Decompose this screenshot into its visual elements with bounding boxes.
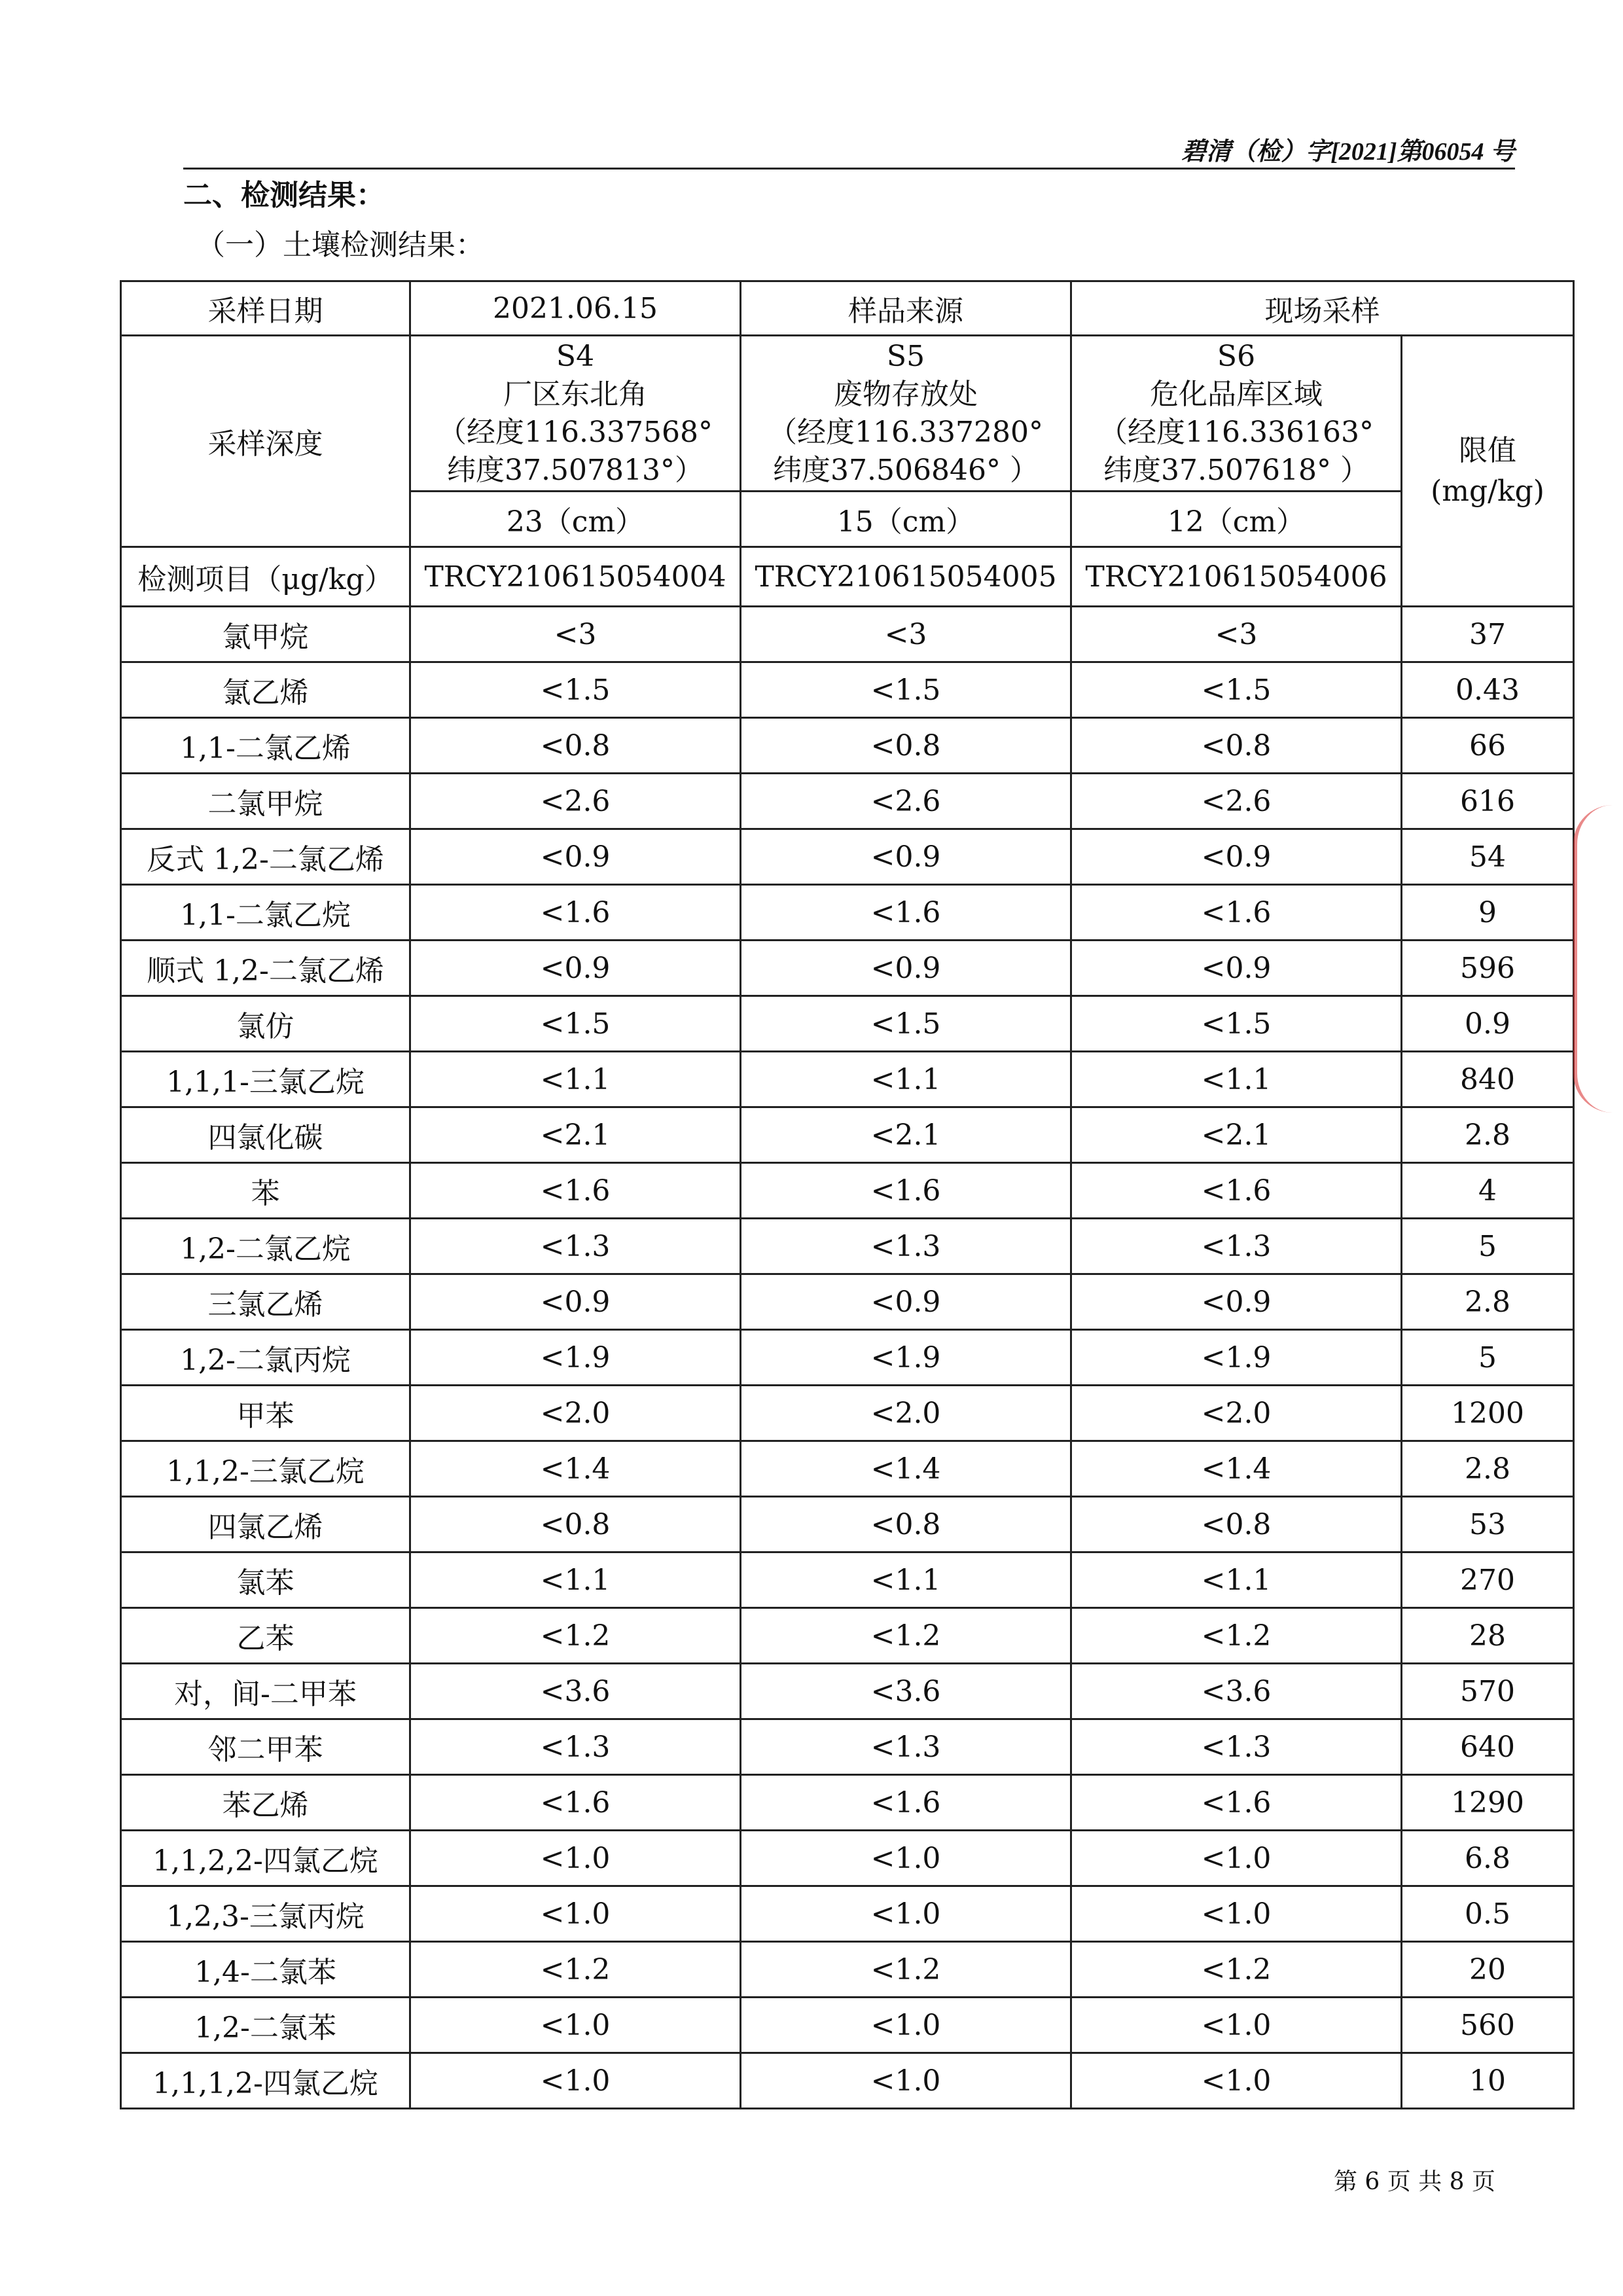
site-longitude: （经度116.337568° [438, 415, 713, 449]
result-s5: <3 [741, 607, 1071, 662]
report-number: 碧清（检）字[2021]第06054 号 [1181, 138, 1515, 166]
test-item-name: 苯乙烯 [121, 1775, 410, 1831]
test-item-name: 1,1-二氯乙烷 [121, 885, 410, 941]
limit-value: 20 [1402, 1942, 1574, 1998]
table-row [121, 829, 1574, 885]
result-s4: <1.6 [410, 885, 741, 941]
table-row [121, 1942, 1574, 1998]
test-item-name: 1,1,2,2-四氯乙烷 [121, 1831, 410, 1886]
result-s6: <1.0 [1071, 1886, 1402, 1942]
result-s5: <1.6 [741, 1775, 1071, 1831]
site-id: S6 [1217, 339, 1256, 373]
result-s6: <1.6 [1071, 1163, 1402, 1219]
test-item-name: 二氯甲烷 [121, 774, 410, 829]
test-item-name: 1,2-二氯丙烷 [121, 1330, 410, 1386]
limit-value: 28 [1402, 1608, 1574, 1664]
sample-source-value: 现场采样 [1071, 281, 1574, 336]
section-title: 二、检测结果： [183, 179, 385, 212]
sampling-depth-label: 采样深度 [121, 336, 410, 547]
result-s5: <1.4 [741, 1441, 1071, 1497]
test-item-name: 氯苯 [121, 1552, 410, 1608]
test-item-name: 苯 [121, 1163, 410, 1219]
limit-value: 0.43 [1402, 662, 1574, 718]
table-row [121, 1552, 1574, 1608]
result-s5: <1.1 [741, 1552, 1071, 1608]
table-row [121, 1998, 1574, 2053]
table-row [121, 2053, 1574, 2109]
result-s4: <1.0 [410, 1886, 741, 1942]
result-s4: <1.6 [410, 1163, 741, 1219]
limit-value: 10 [1402, 2053, 1574, 2109]
limit-value: 2.8 [1402, 1107, 1574, 1163]
test-item-header: 检测项目（μg/kg） [121, 547, 410, 607]
site-depth: 23（cm） [410, 492, 741, 547]
test-item-name: 反式 1,2-二氯乙烯 [121, 829, 410, 885]
table-row [121, 1219, 1574, 1274]
result-s4: <1.9 [410, 1330, 741, 1386]
limit-value: 840 [1402, 1052, 1574, 1107]
result-s5: <1.2 [741, 1608, 1071, 1664]
result-s4: <1.1 [410, 1052, 741, 1107]
table-row [121, 1886, 1574, 1942]
result-s5: <3.6 [741, 1664, 1071, 1719]
result-s4: <0.8 [410, 718, 741, 774]
table-row [121, 1441, 1574, 1497]
limit-value: 270 [1402, 1552, 1574, 1608]
limit-value: 640 [1402, 1719, 1574, 1775]
result-s4: <1.5 [410, 996, 741, 1052]
limit-value: 54 [1402, 829, 1574, 885]
result-s5: <1.0 [741, 1886, 1071, 1942]
test-item-name: 1,4-二氯苯 [121, 1942, 410, 1998]
site-longitude: （经度116.336163° [1099, 415, 1374, 449]
site-cell [1071, 336, 1402, 492]
table-row [121, 1664, 1574, 1719]
site-cell [741, 336, 1071, 492]
limit-value: 6.8 [1402, 1831, 1574, 1886]
result-s4: <3.6 [410, 1664, 741, 1719]
result-s5: <1.1 [741, 1052, 1071, 1107]
limit-value: 0.9 [1402, 996, 1574, 1052]
site-name: 厂区东北角 [503, 377, 647, 411]
result-s5: <0.8 [741, 718, 1071, 774]
result-s4: <1.6 [410, 1775, 741, 1831]
limit-value: 53 [1402, 1497, 1574, 1552]
result-s6: <3.6 [1071, 1664, 1402, 1719]
limit-value: 596 [1402, 941, 1574, 996]
result-s6: <1.0 [1071, 1831, 1402, 1886]
result-s4: <3 [410, 607, 741, 662]
limit-value: 5 [1402, 1330, 1574, 1386]
table-row [121, 996, 1574, 1052]
limit-header [1402, 336, 1574, 607]
limit-unit: (mg/kg) [1431, 474, 1544, 508]
table-row [121, 1274, 1574, 1330]
limit-value: 66 [1402, 718, 1574, 774]
result-s4: <1.0 [410, 2053, 741, 2109]
result-s5: <1.3 [741, 1719, 1071, 1775]
result-s4: <0.9 [410, 1274, 741, 1330]
test-item-name: 甲苯 [121, 1386, 410, 1441]
result-s5: <0.9 [741, 941, 1071, 996]
result-s6: <1.4 [1071, 1441, 1402, 1497]
page-number: 第 6 页 共 8 页 [1333, 2168, 1495, 2195]
sample-code-row [121, 547, 1574, 607]
table-row [121, 1163, 1574, 1219]
table-row [121, 718, 1574, 774]
result-s5: <1.5 [741, 662, 1071, 718]
result-s6: <1.3 [1071, 1719, 1402, 1775]
limit-value: 5 [1402, 1219, 1574, 1274]
limit-value: 1290 [1402, 1775, 1574, 1831]
test-item-name: 氯乙烯 [121, 662, 410, 718]
site-depth: 15（cm） [741, 492, 1071, 547]
result-s5: <2.1 [741, 1107, 1071, 1163]
result-s6: <2.1 [1071, 1107, 1402, 1163]
result-s4: <1.4 [410, 1441, 741, 1497]
table-row [121, 1497, 1574, 1552]
test-item-name: 顺式 1,2-二氯乙烯 [121, 941, 410, 996]
result-s6: <2.6 [1071, 774, 1402, 829]
result-s4: <2.0 [410, 1386, 741, 1441]
result-s4: <0.8 [410, 1497, 741, 1552]
result-s4: <1.5 [410, 662, 741, 718]
result-s6: <1.1 [1071, 1552, 1402, 1608]
result-s4: <1.0 [410, 1831, 741, 1886]
result-s5: <1.3 [741, 1219, 1071, 1274]
result-s5: <0.8 [741, 1497, 1071, 1552]
test-item-name: 乙苯 [121, 1608, 410, 1664]
result-s6: <0.9 [1071, 1274, 1402, 1330]
red-seal-stamp [1573, 805, 1623, 1113]
result-s6: <1.1 [1071, 1052, 1402, 1107]
result-s5: <1.5 [741, 996, 1071, 1052]
result-s5: <1.0 [741, 1831, 1071, 1886]
result-s6: <1.0 [1071, 2053, 1402, 2109]
result-s6: <1.5 [1071, 662, 1402, 718]
table-row [121, 1052, 1574, 1107]
sub-title: （一）土壤检测结果： [196, 228, 484, 262]
result-s6: <1.2 [1071, 1942, 1402, 1998]
sampling-date-value: 2021.06.15 [410, 281, 741, 336]
site-longitude: （经度116.337280° [768, 415, 1043, 449]
test-item-name: 氯甲烷 [121, 607, 410, 662]
result-s5: <0.9 [741, 829, 1071, 885]
table-row [121, 1775, 1574, 1831]
site-latitude: 纬度37.507618° ） [1103, 453, 1369, 487]
result-s6: <1.6 [1071, 1775, 1402, 1831]
limit-value: 4 [1402, 1163, 1574, 1219]
site-id: S4 [556, 339, 595, 373]
result-s6: <0.8 [1071, 1497, 1402, 1552]
site-latitude: 纬度37.506846° ） [773, 453, 1039, 487]
limit-value: 37 [1402, 607, 1574, 662]
test-item-name: 1,1,1-三氯乙烷 [121, 1052, 410, 1107]
limit-value: 2.8 [1402, 1274, 1574, 1330]
result-s4: <1.0 [410, 1998, 741, 2053]
result-s5: <0.9 [741, 1274, 1071, 1330]
table-row [121, 1719, 1574, 1775]
result-s6: <1.5 [1071, 996, 1402, 1052]
result-s6: <1.9 [1071, 1330, 1402, 1386]
result-s5: <1.0 [741, 1998, 1071, 2053]
meta-row [121, 281, 1574, 336]
limit-value: 2.8 [1402, 1441, 1574, 1497]
test-item-name: 对，间-二甲苯 [121, 1664, 410, 1719]
result-s5: <2.0 [741, 1386, 1071, 1441]
result-s6: <2.0 [1071, 1386, 1402, 1441]
sample-code: TRCY210615054005 [741, 547, 1071, 607]
sample-code: TRCY210615054006 [1071, 547, 1402, 607]
result-s6: <1.6 [1071, 885, 1402, 941]
result-s5: <1.6 [741, 1163, 1071, 1219]
result-s4: <1.1 [410, 1552, 741, 1608]
sample-source-label: 样品来源 [741, 281, 1071, 336]
result-s6: <3 [1071, 607, 1402, 662]
result-s6: <0.9 [1071, 829, 1402, 885]
table-row [121, 885, 1574, 941]
sampling-date-label: 采样日期 [121, 281, 410, 336]
site-name: 危化品库区域 [1150, 377, 1323, 411]
result-s5: <1.6 [741, 885, 1071, 941]
result-s4: <1.3 [410, 1219, 741, 1274]
result-s6: <0.8 [1071, 718, 1402, 774]
result-s4: <1.2 [410, 1608, 741, 1664]
test-item-name: 1,2-二氯乙烷 [121, 1219, 410, 1274]
test-item-name: 四氯乙烯 [121, 1497, 410, 1552]
site-row [121, 336, 1574, 492]
result-s6: <1.2 [1071, 1608, 1402, 1664]
test-item-name: 1,2,3-三氯丙烷 [121, 1886, 410, 1942]
result-s6: <1.0 [1071, 1998, 1402, 2053]
test-item-name: 邻二甲苯 [121, 1719, 410, 1775]
test-item-name: 1,2-二氯苯 [121, 1998, 410, 2053]
test-item-name: 1,1,2-三氯乙烷 [121, 1441, 410, 1497]
test-item-name: 四氯化碳 [121, 1107, 410, 1163]
limit-value: 9 [1402, 885, 1574, 941]
table-row [121, 1386, 1574, 1441]
limit-value: 560 [1402, 1998, 1574, 2053]
limit-value: 570 [1402, 1664, 1574, 1719]
table-row [121, 1330, 1574, 1386]
result-s4: <0.9 [410, 941, 741, 996]
site-latitude: 纬度37.507813°） [447, 453, 704, 487]
test-item-name: 氯仿 [121, 996, 410, 1052]
result-s6: <1.3 [1071, 1219, 1402, 1274]
result-s4: <1.3 [410, 1719, 741, 1775]
site-id: S5 [886, 339, 925, 373]
result-s4: <2.1 [410, 1107, 741, 1163]
table-row [121, 662, 1574, 718]
site-name: 废物存放处 [834, 377, 978, 411]
limit-label: 限值 [1459, 433, 1516, 467]
result-s5: <1.2 [741, 1942, 1071, 1998]
limit-value: 616 [1402, 774, 1574, 829]
table-row [121, 774, 1574, 829]
limit-value: 0.5 [1402, 1886, 1574, 1942]
table-row [121, 1608, 1574, 1664]
result-s4: <2.6 [410, 774, 741, 829]
test-item-name: 三氯乙烯 [121, 1274, 410, 1330]
site-cell [410, 336, 741, 492]
result-s4: <1.2 [410, 1942, 741, 1998]
result-s4: <0.9 [410, 829, 741, 885]
result-s6: <0.9 [1071, 941, 1402, 996]
soil-results-table [120, 280, 1575, 2109]
table-row [121, 941, 1574, 996]
sample-code: TRCY210615054004 [410, 547, 741, 607]
table-row [121, 607, 1574, 662]
table-row [121, 1831, 1574, 1886]
header-rule [183, 168, 1515, 170]
limit-value: 1200 [1402, 1386, 1574, 1441]
test-item-name: 1,1-二氯乙烯 [121, 718, 410, 774]
result-s5: <2.6 [741, 774, 1071, 829]
table-row [121, 1107, 1574, 1163]
site-depth: 12（cm） [1071, 492, 1402, 547]
test-item-name: 1,1,1,2-四氯乙烷 [121, 2053, 410, 2109]
result-s5: <1.9 [741, 1330, 1071, 1386]
result-s5: <1.0 [741, 2053, 1071, 2109]
